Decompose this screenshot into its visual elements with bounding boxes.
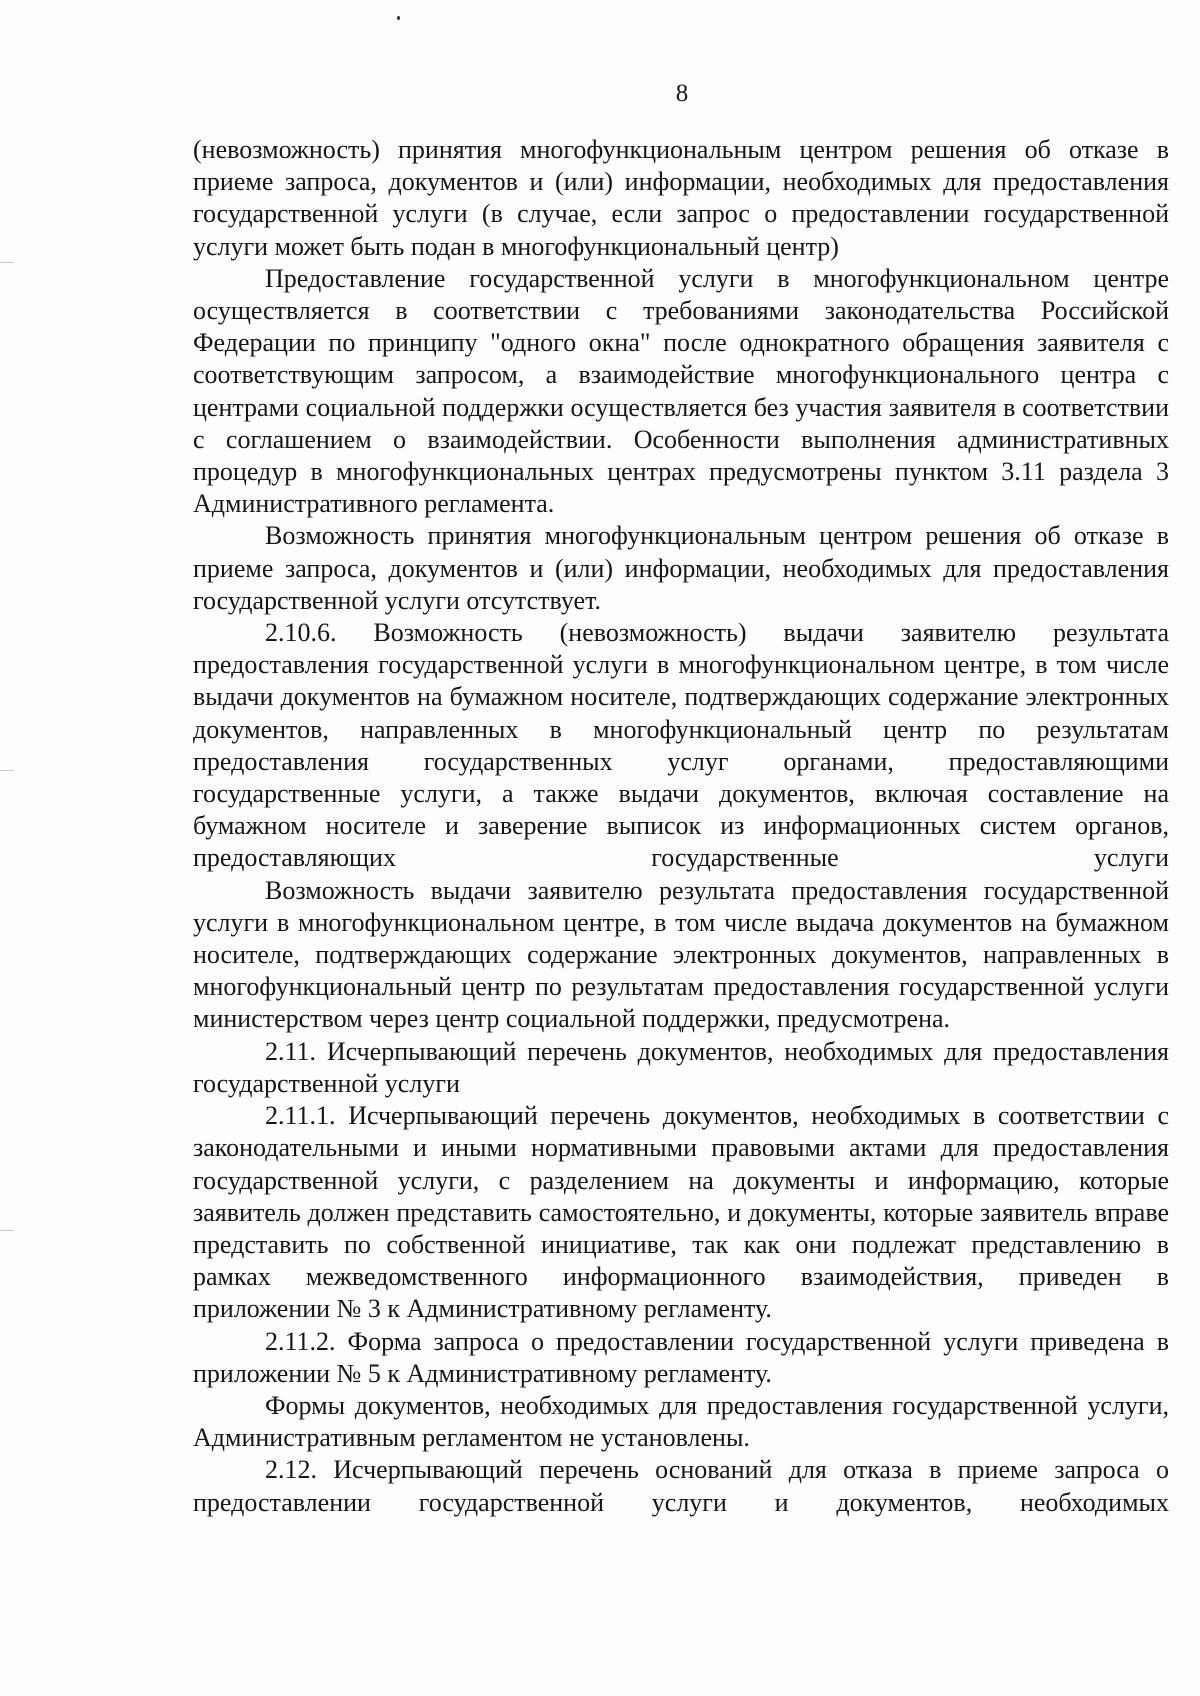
heading-2-12: 2.12. Исчерпывающий перечень оснований для отказа в приеме запроса о предоставлении государственной услуги и документов, необходимых <box>193 1455 1169 1517</box>
page-number: 8 <box>675 80 689 107</box>
document-body <box>193 134 1169 1519</box>
paragraph-2-11-2: 2.11.2. Форма запроса о предоставлении государственной услуги приведена в приложении № 5 к Административному регламенту. <box>193 1326 1169 1388</box>
scan-edge-mark <box>0 770 14 771</box>
paragraph-result-issuance: Возможность выдачи заявителю результата предоставления государственной услуги в многофункциональном центре, в том числе выдача документов на бумажном носителе, подтверждающих содержание электронных документов, направленных в многофункциональный центр по результатам предоставления государственной услуги министерством через центр социальной поддержки, предусмотрена. <box>193 875 1169 1034</box>
scan-speck <box>397 16 400 20</box>
scan-edge-mark <box>0 1230 14 1231</box>
heading-2-10-6: 2.10.6. Возможность (невозможность) выдачи заявителю результата предоставления государственной услуги в многофункциональном центре, в том числе выдачи документов на бумажном носителе, подтверждающих содержание электронных документов, направленных в многофункциональный центр по результатам предоставления государственных услуг органами, предоставляющими государственные услуги, а также выдачи документов, включая составление на бумажном носителе и заверение выписок из информационных систем органов, предоставляющих государственные услуги <box>193 618 1169 873</box>
paragraph-heading-continuation: (невозможность) принятия многофункциональным центром решения об отказе в приеме запроса, документов и (или) информации, необходимых для предоставления государственной услуги (в случае, если запрос о предоставлении государственной услуги может быть подан в многофункциональный центр) <box>193 135 1169 261</box>
heading-2-11: 2.11. Исчерпывающий перечень документов, необходимых для предоставления государственной услуги <box>193 1036 1169 1098</box>
paragraph-mfc-provision: Предоставление государственной услуги в многофункциональном центре осуществляется в соответствии с требованиями законодательства Российской Федерации по принципу "одного окна" после однократного обращения заявителя с соответствующим запросом, а взаимодействие многофункционального центра с центрами социальной поддержки осуществляется без участия заявителя в соответствии с соглашением о взаимодействии. Особенности выполнения административных процедур в многофункциональных центрах предусмотрены пунктом 3.11 раздела 3 Административного регламента. <box>193 263 1169 519</box>
paragraph-forms: Формы документов, необходимых для предоставления государственной услуги, Административным регламентом не установлены. <box>193 1390 1169 1453</box>
paragraph-refusal-impossible: Возможность принятия многофункциональным центром решения об отказе в приеме запроса, документов и (или) информации, необходимых для предоставления государственной услуги отсутствует. <box>193 521 1169 615</box>
scan-edge-mark <box>0 262 14 263</box>
paragraph-2-11-1: 2.11.1. Исчерпывающий перечень документов, необходимых в соответствии с законодательными и иными нормативными правовыми актами для предоставления государственной услуги, с разделением на документы и информацию, которые заявитель должен представить самостоятельно, и документы, которые заявитель вправе представить по собственной инициативе, так как они подлежат представлению в рамках межведомственного информационного взаимодействия, приведен в приложении № 3 к Административному регламенту. <box>193 1101 1169 1324</box>
